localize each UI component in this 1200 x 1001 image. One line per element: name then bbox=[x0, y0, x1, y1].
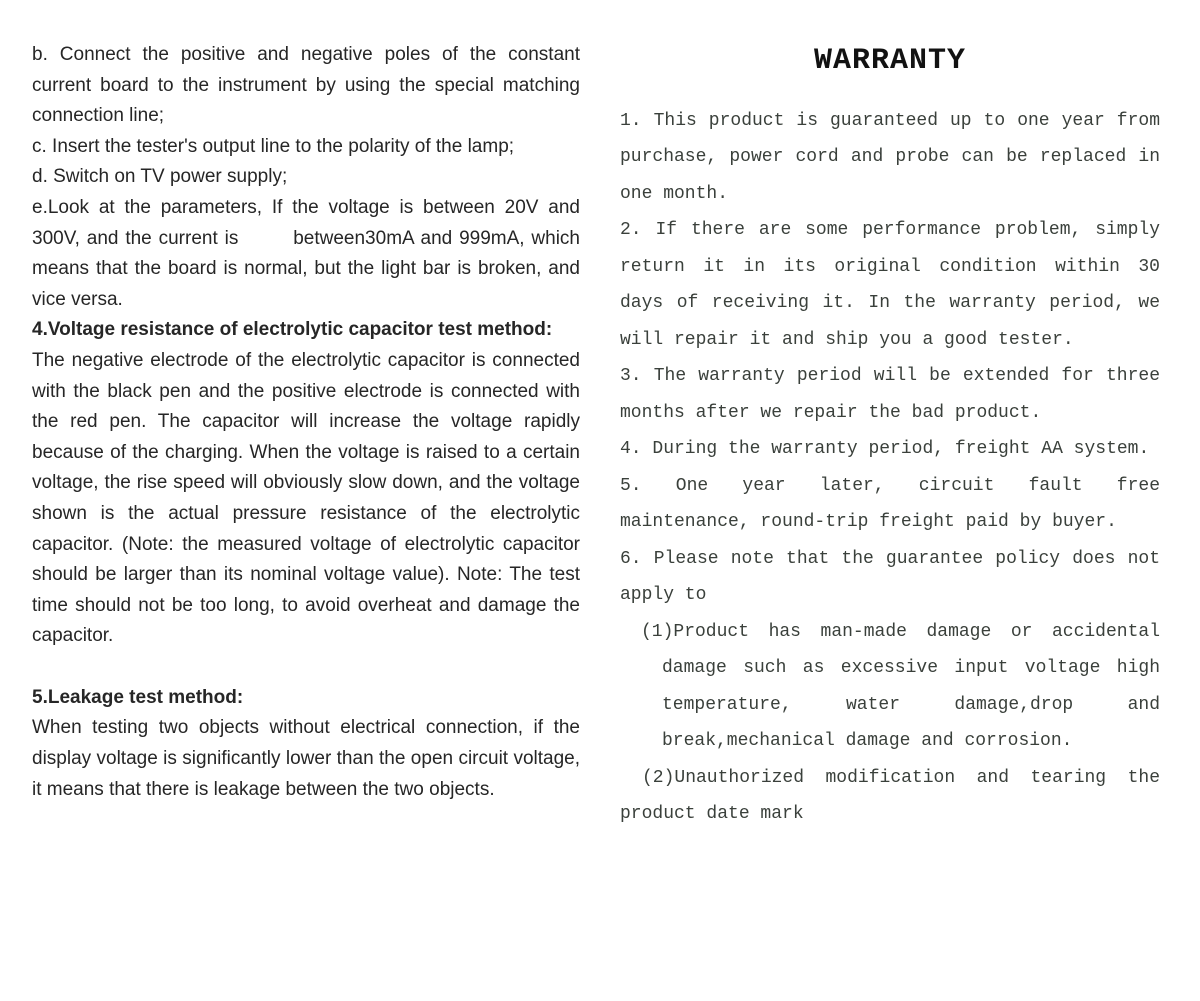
section4-body: The negative electrode of the electrolytic capacitor is connected with the black pen and the positive electrode is connected with the red pen. The capacitor will increase the voltage rapidly because of the charging. When the voltage is raised to a certain voltage, the rise speed will obviously slow down, and the voltage shown is the actual pressure resistance of the electrolytic capacitor. (Note: the measured voltage of electrolytic capacitor should be larger than its nominal voltage value). Note: The test time should not be too long, to avoid overheat and damage the capacitor. bbox=[32, 349, 580, 647]
step-c-paragraph: c. Insert the tester's output line to the polarity of the lamp; bbox=[32, 135, 515, 157]
section5-body: When testing two objects without electrical connection, if the display voltage is significantly lower than the open circuit voltage, it means that there is leakage between the two objects. bbox=[32, 717, 580, 800]
warranty-item-4: 4. During the warranty period, freight AA system. bbox=[620, 439, 1150, 459]
section4-heading: 4.Voltage resistance of electrolytic capacitor test method: bbox=[32, 319, 553, 341]
step-b-paragraph: b. Connect the positive and negative poles of the constant current board to the instrument by using the special matching connection line; bbox=[32, 44, 580, 127]
warranty-item-1: 1. This product is guaranteed up to one year from purchase, power cord and probe can be replaced in one month. bbox=[620, 110, 1160, 204]
instructions-column bbox=[32, 0, 580, 833]
warranty-item-6: 6. Please note that the guarantee policy does not apply to bbox=[620, 548, 1160, 605]
step-e-paragraph: e.Look at the parameters, If the voltage is between 20V and 300V, and the current is between30mA and 999mA, which means that the board is normal, but the light bar is broken, and vice versa. bbox=[32, 196, 580, 310]
warranty-item-3: 3. The warranty period will be extended for three months after we repair the bad product. bbox=[620, 366, 1160, 423]
warranty-subitem-2: (2)Unauthorized modification and tearing the product date mark bbox=[620, 767, 1160, 824]
warranty-column bbox=[620, 0, 1160, 833]
step-d-paragraph: d. Switch on TV power supply; bbox=[32, 166, 288, 188]
warranty-item-2: 2. If there are some performance problem, simply return it in its original condition within 30 days of receiving it. In the warranty period, we will repair it and ship you a good tester. bbox=[620, 220, 1160, 350]
section5-heading: 5.Leakage test method: bbox=[32, 686, 244, 708]
warranty-item-5: 5. One year later, circuit fault free maintenance, round-trip freight paid by buyer. bbox=[620, 475, 1160, 532]
warranty-subitem-1: (1)Product has man-made damage or accidental damage such as excessive input voltage high temperature, water damage,drop and break,mechanical damage and corrosion. bbox=[641, 621, 1160, 751]
warranty-title: WARRANTY bbox=[813, 44, 967, 78]
